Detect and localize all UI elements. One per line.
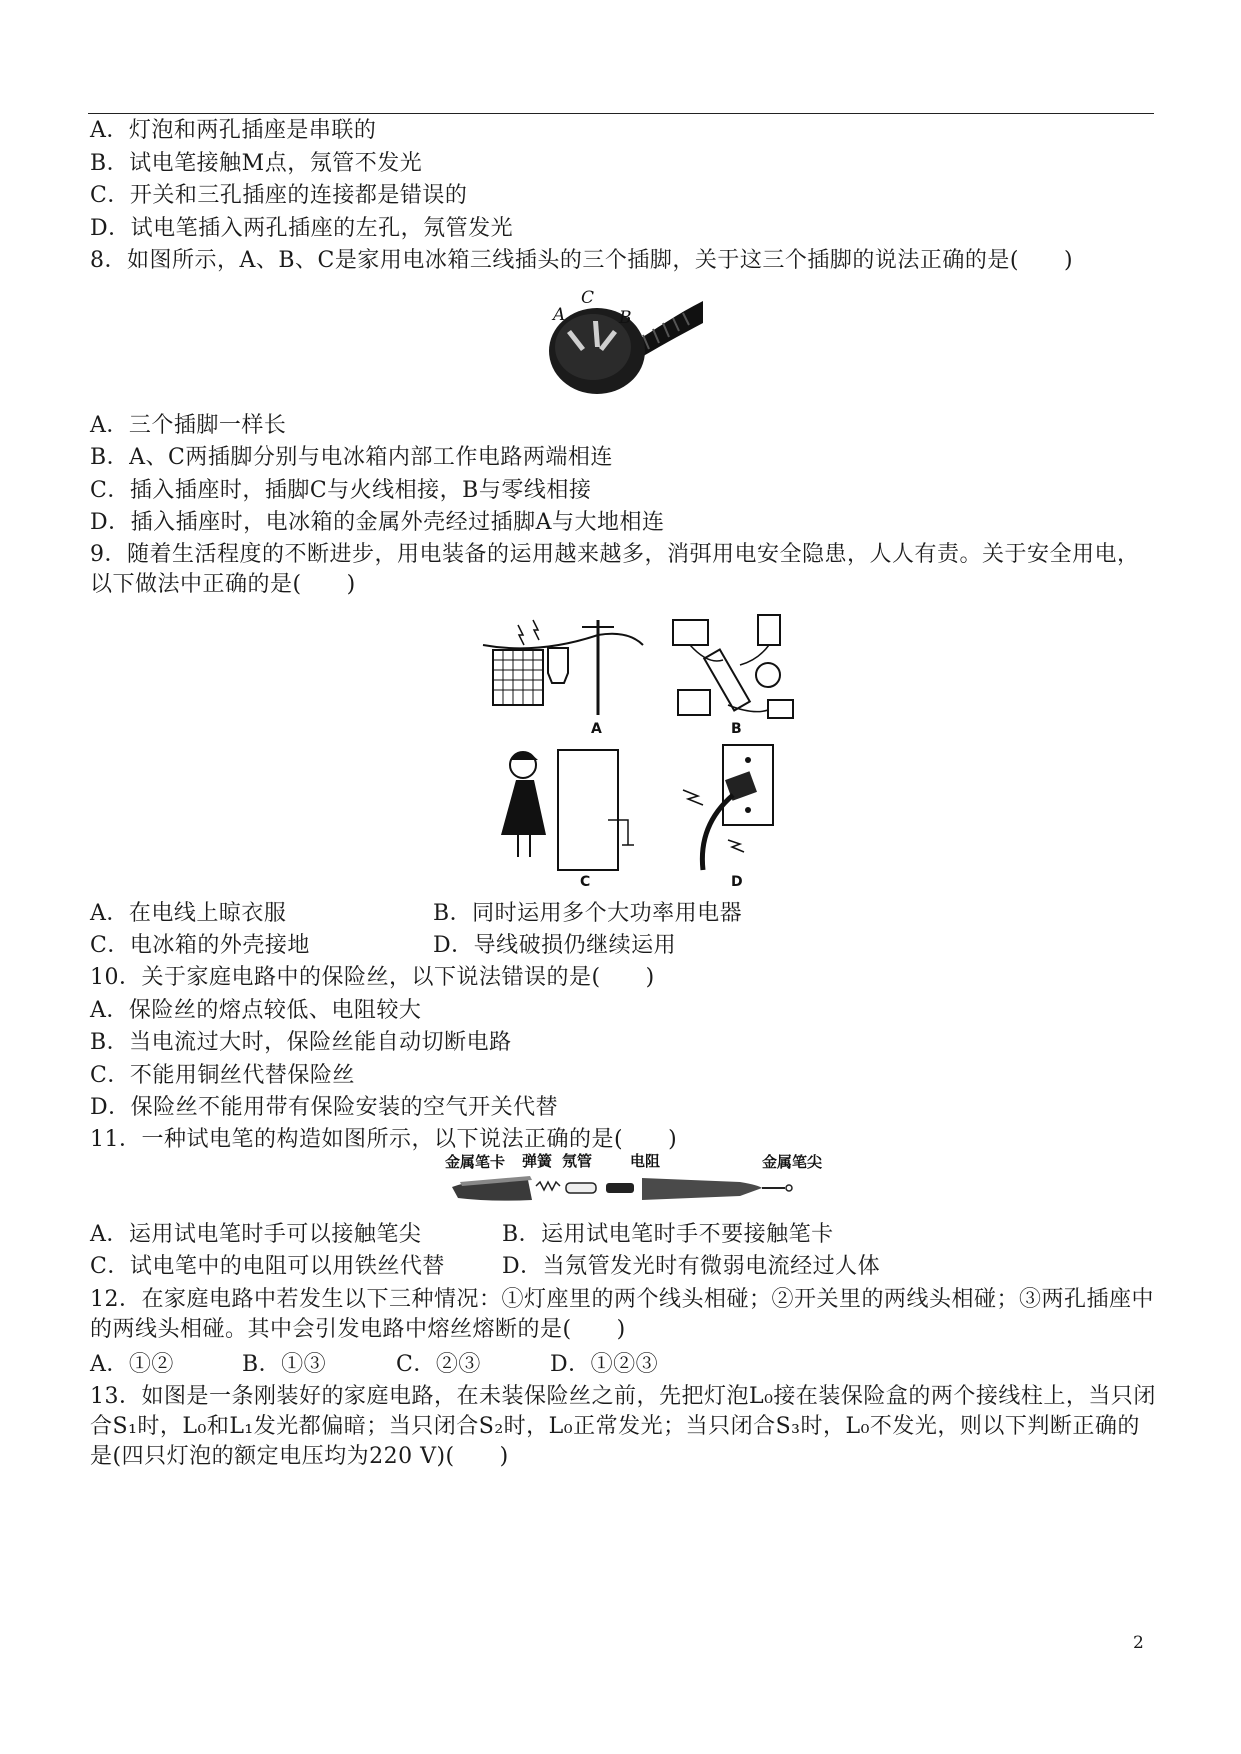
q8-option-d: D．插入插座时，电冰箱的金属外壳经过插脚A与大地相连 [90, 510, 665, 535]
caption-a: A [591, 721, 602, 737]
q7-option-b: B．试电笔接触M点，氖管不发光 [90, 151, 423, 176]
q8-option-a: A．三个插脚一样长 [90, 413, 287, 438]
q7-option-a: A．灯泡和两孔插座是串联的 [90, 118, 377, 143]
q9-option-b: B．同时运用多个大功率用电器 [433, 901, 743, 926]
q9-options-row-2 [90, 931, 677, 961]
three-pin-plug-figure [535, 283, 705, 398]
label-a: A [553, 305, 566, 325]
q10-option-b: B．当电流过大时，保险丝能自动切断电路 [90, 1030, 512, 1055]
q9-option-a: A．在电线上晾衣服 [90, 901, 287, 926]
resistor [606, 1183, 634, 1193]
q12-option-d: D．①②③ [550, 1352, 659, 1377]
label-resistor: 电阻 [630, 1152, 661, 1170]
q10-stem: 10．关于家庭电路中的保险丝，以下说法错误的是( ) [90, 965, 655, 990]
q11-option-a: A．运用试电笔时手可以接触笔尖 [90, 1222, 422, 1247]
q12-option-c: C．②③ [396, 1352, 481, 1377]
caption-b: B [731, 721, 742, 737]
q9-option-d: D．导线破损仍继续运用 [433, 933, 677, 958]
scene-b-overloaded-strip [673, 615, 793, 718]
label-pen-clip: 金属笔卡 [445, 1153, 506, 1171]
q10-option-c: C．不能用铜丝代替保险丝 [90, 1063, 355, 1088]
header-rule [88, 113, 1154, 114]
scene-d-damaged-cord [683, 745, 773, 870]
q11-option-b: B．运用试电笔时手不要接触笔卡 [502, 1222, 834, 1247]
q12-options-row [90, 1350, 659, 1380]
q9-options-row-1 [90, 899, 743, 929]
spring [536, 1182, 560, 1190]
label-neon-tube: 氖管 [562, 1152, 593, 1170]
q12-option-b: B．①③ [242, 1352, 327, 1377]
q8-option-b: B．A、C两插脚分别与电冰箱内部工作电路两端相连 [90, 445, 613, 470]
q8-stem: 8．如图所示，A、B、C是家用电冰箱三线插头的三个插脚，关于这三个插脚的说法正确的是( ) [90, 248, 1074, 273]
q9-stem: 9．随着生活程度的不断进步，用电装备的运用越来越多，消弭用电安全隐患，人人有责。关于安全用电，以下做法中正确的是( ) [90, 542, 1140, 597]
caption-c: C [580, 874, 591, 890]
scene-c-grounded-fridge [501, 750, 634, 870]
q10-option-d: D．保险丝不能用带有保险安装的空气开关代替 [90, 1095, 559, 1120]
page-number: 2 [1133, 1633, 1144, 1653]
label-c: C [581, 288, 595, 308]
label-metal-tip: 金属笔尖 [762, 1153, 823, 1171]
neon-tube [566, 1183, 596, 1193]
pen-body [642, 1178, 762, 1200]
q11-options-row-2 [90, 1252, 881, 1282]
q7-option-d: D．试电笔插入两孔插座的左孔，氖管发光 [90, 216, 514, 241]
q12-stem: 12．在家庭电路中若发生以下三种情况：①灯座里的两个线头相碰；②开关里的两线头相碰；③两孔插座中的两线头相碰。其中会引发电路中熔丝熔断的是( ) [90, 1287, 1154, 1342]
q10-option-a: A．保险丝的熔点较低、电阻较大 [90, 998, 422, 1023]
q11-stem: 11．一种试电笔的构造如图所示，以下说法正确的是( ) [90, 1127, 678, 1152]
q11-option-c: C．试电笔中的电阻可以用铁丝代替 [90, 1254, 445, 1279]
q12-option-a: A．①② [90, 1352, 174, 1377]
test-pen-figure [440, 1152, 840, 1212]
scene-a-clothes-on-wire [483, 620, 643, 715]
q8-option-c: C．插入插座时，插脚C与火线相接，B与零线相接 [90, 478, 592, 503]
q11-options-row-1 [90, 1220, 834, 1250]
q13-stem: 13．如图是一条刚装好的家庭电路，在未装保险丝之前，先把灯泡L₀接在装保险盒的两个接线柱上，当只闭合S₁时，L₀和L₁发光都偏暗；当只闭合S₂时，L₀正常发光；当只闭合S₃时，L₀不发光，则以下判断正确的是(四只灯泡的额定电压均为220 V)( ) [90, 1384, 1156, 1469]
q11-option-d: D．当氖管发光时有微弱电流经过人体 [502, 1254, 881, 1279]
q9-option-c: C．电冰箱的外壳接地 [90, 933, 310, 958]
safety-scenarios-figure [478, 605, 813, 890]
q7-option-c: C．开关和三孔插座的连接都是错误的 [90, 183, 468, 208]
caption-d: D [731, 874, 743, 890]
label-b: B [619, 308, 632, 328]
label-spring: 弹簧 [522, 1152, 553, 1170]
